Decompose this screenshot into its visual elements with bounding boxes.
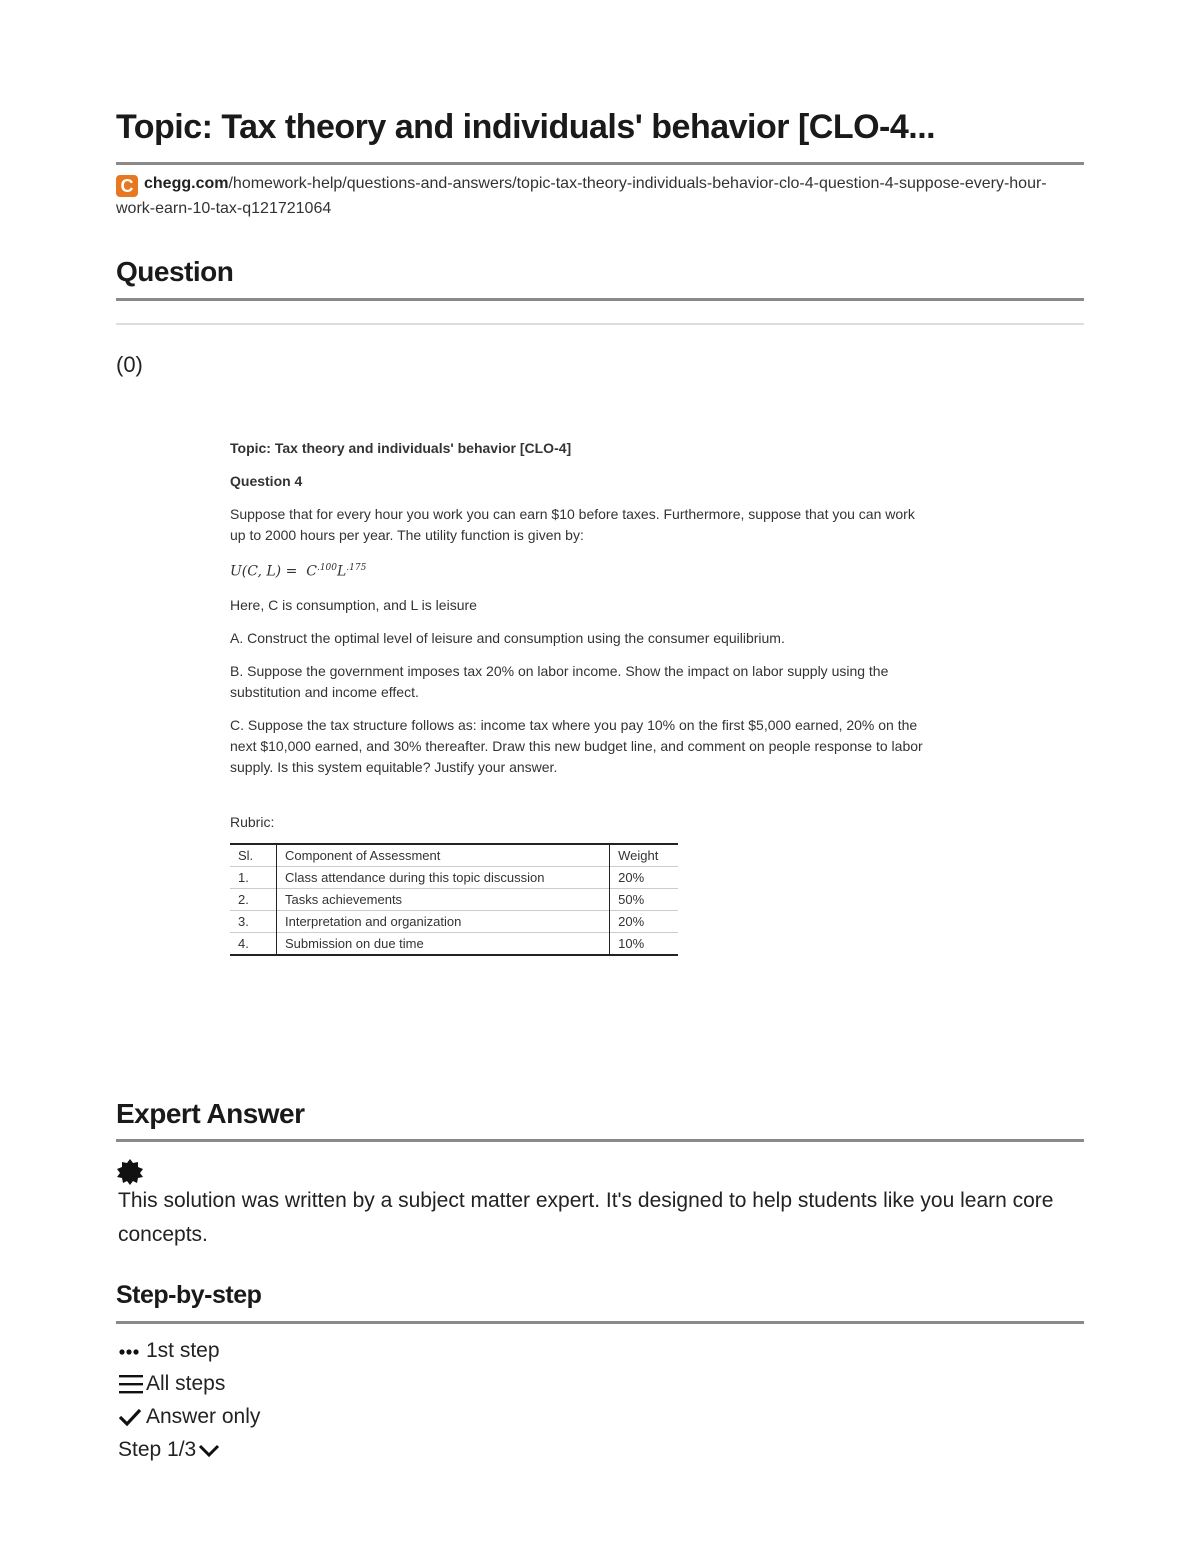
- page-title: Topic: Tax theory and individuals' behavior [CLO-4...: [116, 108, 936, 146]
- tab-all-steps-label: All steps: [146, 1372, 226, 1395]
- cell-sl: 2.: [230, 888, 277, 910]
- tab-all-steps[interactable]: [118, 1367, 260, 1400]
- question-subdivider: [116, 323, 1084, 325]
- cell-sl: 4.: [230, 932, 277, 955]
- table-row: [230, 888, 678, 910]
- question-number: Question 4: [230, 473, 303, 489]
- title-divider: [116, 162, 1084, 165]
- question-definitions: Here, C is consumption, and L is leisure: [230, 596, 477, 613]
- expert-note: This solution was written by a subject matter expert. It's designed to help students like you learn core concepts.: [118, 1189, 1054, 1246]
- source-path: /homework-help/questions-and-answers/topic-tax-theory-individuals-behavior-clo-4-question-4-suppose-every-hour-work-earn-10-tax-q121721064: [116, 175, 1047, 217]
- formula-c-exponent: .100: [316, 563, 337, 573]
- cell-component: Submission on due time: [277, 932, 610, 955]
- utility-formula: [230, 558, 930, 583]
- table-row: [230, 910, 678, 932]
- table-header-row: [230, 844, 678, 867]
- answer-divider: [116, 1139, 1084, 1142]
- expert-answer-heading: Expert Answer: [116, 1098, 305, 1129]
- question-part-c: C. Suppose the tax structure follows as: income tax where you pay 10% on the first $5,000 earned, 20% on the next $10,000 earned, and 30% thereafter. Draw this new budget line, and comment on people response to labor supply. Is this system equitable? Justify your answer.: [230, 716, 923, 775]
- rubric-table: [230, 843, 678, 956]
- tab-first-step-label: 1st step: [146, 1339, 220, 1362]
- cell-component: Tasks achievements: [277, 888, 610, 910]
- formula-c: C: [306, 563, 317, 580]
- cell-weight: 20%: [610, 866, 678, 888]
- cell-sl: 1.: [230, 866, 277, 888]
- rating-count: (0): [116, 352, 143, 377]
- more-dots-icon: [118, 1346, 146, 1356]
- table-row: [230, 932, 678, 955]
- expert-badge-icon: [116, 1158, 144, 1186]
- tab-answer-only[interactable]: [118, 1400, 260, 1433]
- question-heading: Question: [116, 256, 234, 287]
- tab-first-step[interactable]: [118, 1334, 260, 1367]
- question-divider: [116, 298, 1084, 301]
- formula-l-exponent: .175: [346, 563, 367, 573]
- steps-divider: [116, 1321, 1084, 1324]
- cell-component: Interpretation and organization: [277, 910, 610, 932]
- cell-weight: 10%: [610, 932, 678, 955]
- formula-lhs: U(C, L) =: [230, 563, 298, 580]
- cell-sl: 3.: [230, 910, 277, 932]
- cell-weight: 50%: [610, 888, 678, 910]
- source-link[interactable]: [116, 172, 1084, 221]
- question-image: [230, 438, 930, 956]
- table-row: [230, 866, 678, 888]
- question-intro: Suppose that for every hour you work you can earn $10 before taxes. Furthermore, suppose that you can work up to 2000 hours per year. The utility function is given by:: [230, 506, 915, 543]
- step-view-tabs: [118, 1334, 260, 1466]
- tab-answer-only-label: Answer only: [146, 1405, 261, 1428]
- question-part-a: A. Construct the optimal level of leisure and consumption using the consumer equilibrium.: [230, 629, 785, 646]
- cell-component: Class attendance during this topic discussion: [277, 866, 610, 888]
- step-by-step-heading: Step-by-step: [116, 1281, 262, 1309]
- question-topic: Topic: Tax theory and individuals' behavior [CLO-4]: [230, 440, 572, 456]
- formula-l: L: [337, 563, 347, 580]
- source-domain: chegg.com: [144, 175, 229, 192]
- cell-weight: 20%: [610, 910, 678, 932]
- header-weight: Weight: [610, 844, 678, 867]
- header-component: Component of Assessment: [277, 844, 610, 867]
- question-part-b: B. Suppose the government imposes tax 20% on labor income. Show the impact on labor supply using the substitution and income effect.: [230, 662, 889, 700]
- chegg-logo-icon: C: [116, 175, 138, 197]
- list-icon: [118, 1373, 146, 1395]
- header-sl: Sl.: [230, 844, 277, 867]
- check-icon: [118, 1407, 146, 1427]
- rubric-label: Rubric:: [230, 813, 275, 830]
- step-indicator-label: Step 1/3: [118, 1438, 197, 1461]
- chevron-down-icon: [198, 1442, 220, 1458]
- step-indicator[interactable]: [118, 1433, 260, 1466]
